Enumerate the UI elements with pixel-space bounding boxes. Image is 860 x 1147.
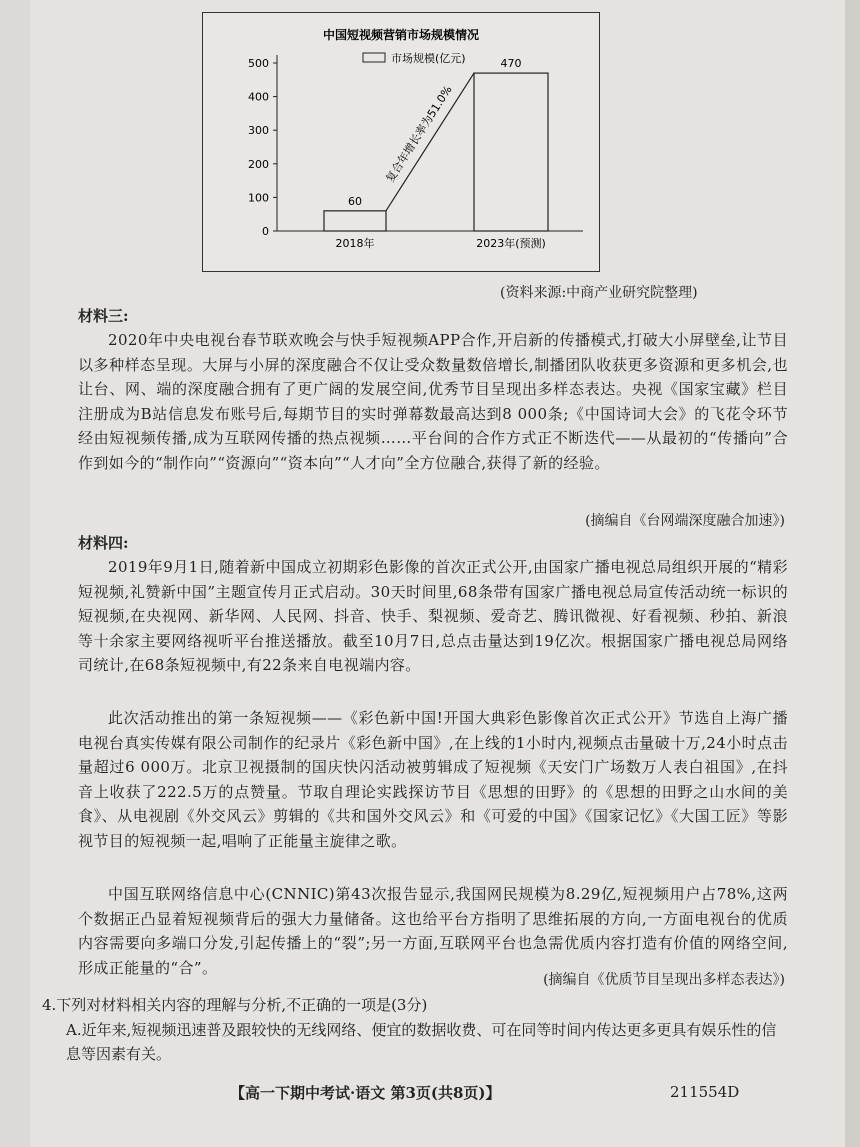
growth-annotation: 复合年增长率为51.0% [383,83,455,185]
legend-swatch [363,53,385,62]
bar-1 [474,73,548,231]
y-tick-label-4: 400 [248,90,269,104]
growth-line [386,73,474,211]
x-category-label-1: 2023年(预测) [476,237,546,250]
question-4-stem: 4.下列对材料相关内容的理解与分析,不正确的一项是(3分) [42,996,428,1014]
y-tick-label-3: 300 [248,124,269,138]
exam-page [30,0,845,1147]
material4-paragraph-2: 此次活动推出的第一条短视频——《彩色新中国!开国大典彩色影像首次正式公开》节选自上海广播电视台真实传媒有限公司制作的纪录片《彩色新中国》,在上线的1小时内,视频点击量破十万,24小时点击量超过6 000万。北京卫视摄制的国庆快闪活动被剪辑成了短视频《天安门广场数万人表白祖国》,在抖音上收获了222.5万的点赞量。节取自理论实践探访节目《思想的田野》的《思想的田野之山水间的美食》、从电视剧《外交风云》剪辑的《共和国外交风云》和《可爱的中国》《国家记忆》《大国工匠》等影视节目的短视频一起,唱响了正能量主旋律之歌。 [78,709,788,850]
bar-value-label-0: 60 [348,194,362,208]
question-4-option-a: A.近年来,短视频迅速普及跟较快的无线网络、便宜的数据收费、可在同等时间内传达更多更具有娱乐性的信息等因素有关。 [66,1021,777,1063]
chart-svg [203,13,599,271]
material3-citation: (摘编自《台网端深度融合加速》) [585,513,785,529]
material3-paragraph: 2020年中央电视台春节联欢晚会与快手短视频APP合作,开启新的传播模式,打破大小屏壁垒,让节目以多种样态呈现。大屏与小屏的深度融合不仅让受众数量数倍增长,制播团队收获更多资源和更多机会,也让台、网、端的深度融合拥有了更广阔的发展空间,优秀节目呈现出多样态表达。央视《国家宝藏》栏目注册成为B站信息发布账号后,每期节目的实时弹幕数最高达到8 000条;《中国诗词大会》的飞花令环节经由短视频传播,成为互联网传播的热点视频……平台间的合作方式正不断迭代——从最初的“传播向”合作到如今的“制作向”“资源向”“资本向”“人才向”全方位融合,获得了新的经验。 [78,331,788,472]
chart-source: (资料来源:中商产业研究院整理) [500,285,698,301]
y-tick-label-1: 100 [248,191,269,205]
bar-0 [324,211,386,231]
material4-paragraph-3: 中国互联网络信息中心(CNNIC)第43次报告显示,我国网民规模为8.29亿,短视频用户占78%,这两个数据正凸显着短视频背后的强大力量储备。这也给平台方指明了思维拓展的方向,一方面电视台的优质内容需要向多端口分发,引起传播上的“裂”;另一方面,互联网平台也急需优质内容打造有价值的网络空间,形成正能量的“合”。 [78,885,788,977]
legend-label: 市场规模(亿元) [391,52,466,65]
page-footer: 【高一下期中考试·语文 第3页(共8页)】 [230,1084,501,1102]
material4-paragraph-1: 2019年9月1日,随着新中国成立初期彩色影像的首次正式公开,由国家广播电视总局组织开展的“精彩短视频,礼赞新中国”主题宣传月正式启动。30天时间里,68条带有国家广播电视总局宣传活动统一标识的短视频,在央视网、新华网、人民网、抖音、快手、梨视频、爱奇艺、腾讯微视、好看视频、秒拍、新浪等十余家主要网络视听平台推送播放。截至10月7日,总点击量达到19亿次。根据国家广播电视总局网络司统计,在68条短视频中,有22条来自电视端内容。 [78,558,788,674]
y-tick-label-5: 500 [248,57,269,70]
material3-heading: 材料三: [78,307,129,325]
x-category-label-0: 2018年 [335,237,375,250]
y-tick-label-2: 200 [248,157,269,171]
exam-code: 211554D [670,1083,740,1101]
material4-citation: (摘编自《优质节目呈现出多样态表达》) [543,972,785,988]
y-tick-label-0: 0 [262,225,269,238]
material4-heading: 材料四: [78,534,129,552]
adjacent-page-edge [845,0,860,1147]
chart-title: 中国短视频营销市场规模情况 [322,28,480,42]
bar-value-label-1: 470 [500,57,522,71]
bar-chart [202,12,600,272]
